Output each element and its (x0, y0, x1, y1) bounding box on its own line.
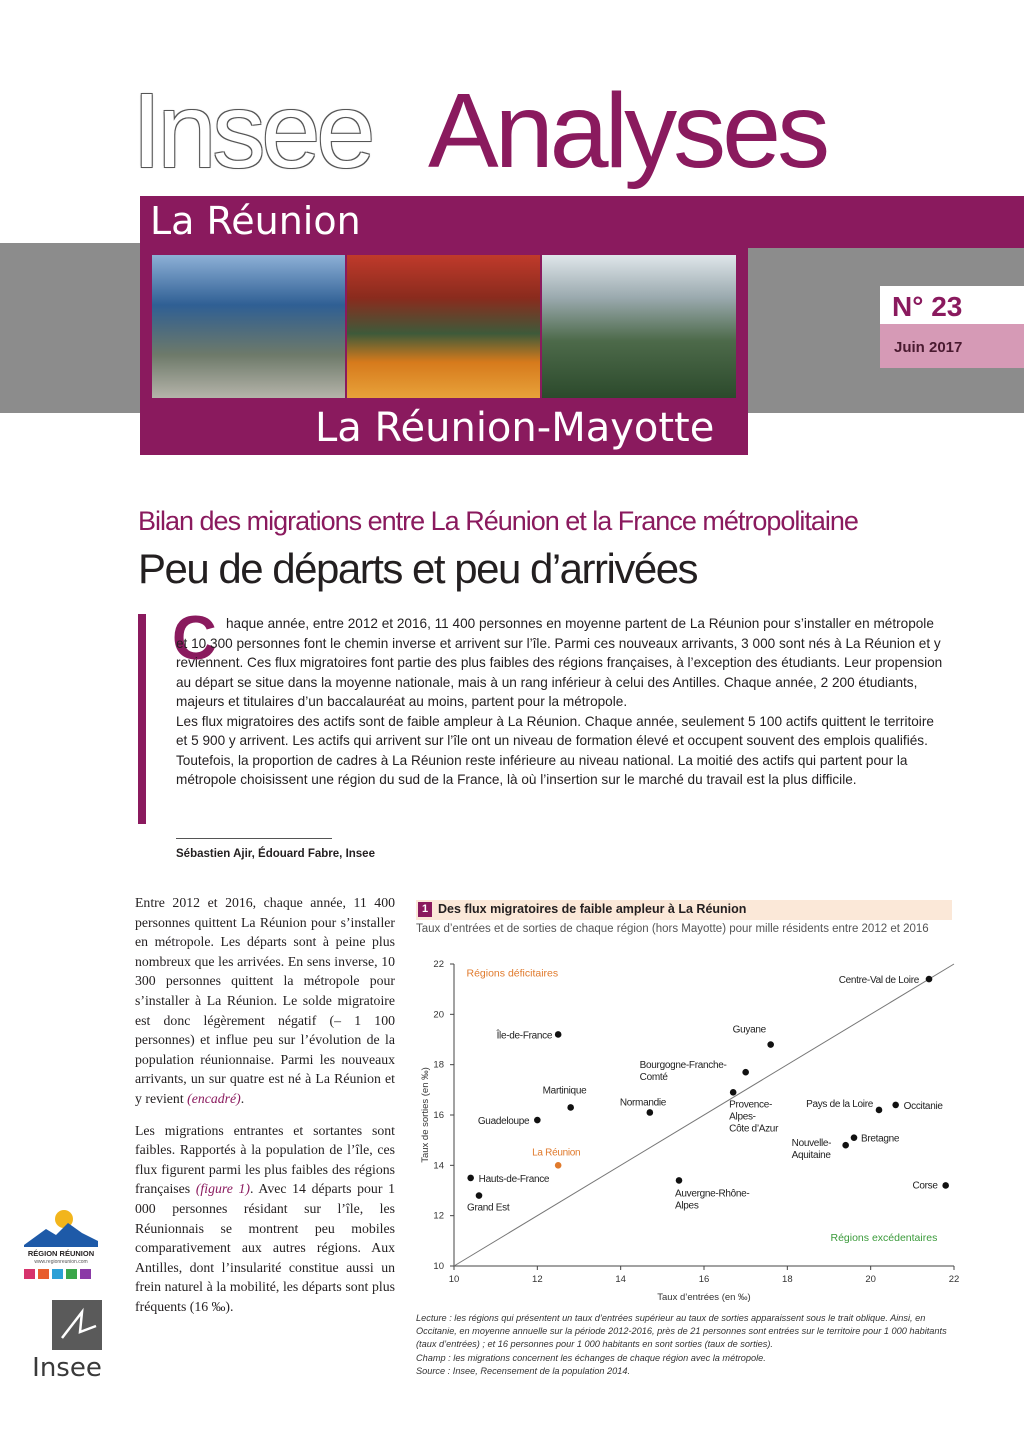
point-label: Auvergne-Rhône-Alpes (675, 1188, 750, 1212)
body-paragraph-2 (135, 1121, 395, 1317)
point (926, 976, 933, 983)
body-text: Les migrations entrantes et sortantes sont faibles. Rapportés à la population de l’île, ces flux figurent parmi les plus faibles des régions françaises (135, 1122, 395, 1197)
point (767, 1041, 774, 1048)
point-label: Nouvelle-Aquitaine (791, 1138, 832, 1162)
y-tick-label: 12 (433, 1210, 444, 1222)
figure-title: Des flux migratoires de faible ampleur à La Réunion (438, 902, 747, 916)
x-tick-label: 12 (532, 1274, 543, 1285)
chapeau (176, 614, 946, 790)
point (842, 1142, 849, 1149)
point-label: Hauts-de-France (478, 1173, 550, 1185)
point (892, 1102, 899, 1109)
point (555, 1162, 562, 1169)
point-label: Pays de la Loire (806, 1098, 873, 1110)
y-tick-label: 16 (433, 1110, 444, 1121)
x-tick-label: 20 (865, 1274, 876, 1285)
point-label: Martinique (542, 1085, 587, 1097)
point-label: Corse (912, 1180, 938, 1192)
zone-label-excess: Régions excédentaires (830, 1231, 938, 1244)
region-reunion-logo (22, 1205, 100, 1285)
y-tick-label: 22 (433, 959, 444, 970)
region-logo-text: RÉGION RÉUNION (27, 1249, 95, 1258)
point (851, 1134, 858, 1141)
photo-port (152, 255, 345, 398)
issue-date: Juin 2017 (894, 339, 963, 356)
x-tick-label: 16 (698, 1274, 710, 1285)
point-label: Île-de-France (496, 1030, 553, 1042)
insee-logo (22, 1298, 112, 1388)
y-tick-label: 20 (433, 1009, 444, 1021)
body-text: Entre 2012 et 2016, chaque année, 11 400 personnes quittent La Réunion pour s’installer en métropole. Les départs sont à peine plus nombreux que les arrivées. En sens inverse, 10 300 personnes quittent la métropole pour s’installer à La Réunion. Le solde migratoire est donc légèrement négatif (– 1 100 personnes) et influe peu sur l’évolution de la population réunionnaise. Parmi les nouveaux arrivants, un sur quatre est né à La Réunion et y revient (135, 895, 395, 1106)
figure-notes (416, 1312, 961, 1378)
point-label: Grand Est (467, 1202, 510, 1214)
photo-mountains (542, 255, 736, 398)
y-tick-label: 18 (433, 1059, 444, 1071)
point-label: Bourgogne-Franche-Comté (639, 1060, 727, 1084)
insee-logo-text: Insee (32, 1353, 102, 1383)
point (467, 1175, 474, 1182)
x-axis-label: Taux d’entrées (en ‰) (657, 1292, 751, 1303)
point (730, 1089, 737, 1096)
body-text: . Avec 14 départs pour 1 000 personnes résidant sur l’île, les Réunionnais se montrent peu mobiles comparativement aux autres régions. Aux Antilles, dont l’insularité constitue aussi un frein naturel à la mobilité, les départs sont plus fréquents (16 ‰). (135, 1181, 395, 1314)
region-full-name: La Réunion-Mayotte (315, 405, 715, 451)
diagonal-line (454, 964, 954, 1266)
body-column (135, 893, 395, 1328)
figure-subtitle: Taux d’entrées et de sorties de chaque région (hors Mayotte) pour mille résidents entre 2012 et 2016 (416, 923, 929, 935)
y-tick-label: 10 (433, 1261, 444, 1272)
scatter-chart (416, 952, 961, 1307)
x-tick-label: 18 (782, 1274, 793, 1285)
x-tick-label: 10 (448, 1274, 460, 1285)
figure-number: 1 (418, 902, 432, 917)
note-champ: Champ : les migrations concernent les échanges de chaque région avec la métropole. (416, 1352, 766, 1363)
point-label: Provence-Alpes-Côte d’Azur (729, 1099, 779, 1135)
body-paragraph-1: Entre 2012 et 2016, chaque année, 11 400 personnes quittent La Réunion pour s’installer en métropole. Les départs sont à peine plus nombreux que les arrivées. En sens inverse, 10 300 personnes quittent la métropole pour s’installer à La Réunion. Le solde migratoire est donc légèrement négatif (– 1 100 personnes) et influe peu sur l’évolution de la population réunionnaise. Parmi les nouveaux arrivants, un sur quatre est né à La Réunion et y revient (encadré). (135, 895, 395, 1106)
zone-label-deficit: Régions déficitaires (466, 967, 559, 980)
issue-number: N° 23 (892, 291, 963, 322)
article-subtitle: Bilan des migrations entre La Réunion et la France métropolitaine (138, 506, 858, 536)
note-lecture: Lecture : les régions qui présentent un taux d’entrées supérieur au taux de sorties apparaissent sous le trait oblique. Ainsi, en Occitanie, en moyenne annuelle sur la période 2012-2016, près de 21 personnes sont entrées sur le territoire pour 1 000 habitants (taux d’entrées) ; et 16 personnes pour 1 000 habitants en sont sorties (taux de sorties). (416, 1313, 947, 1350)
point-label: Centre-Val de Loire (838, 975, 919, 987)
ref-figure-1[interactable]: (figure 1) (195, 1181, 251, 1197)
ref-encadre[interactable]: (encadré) (187, 1090, 241, 1106)
point (555, 1031, 562, 1038)
note-source: Source : Insee, Recensement de la population 2014. (416, 1365, 631, 1376)
point (534, 1117, 541, 1124)
point-label: La Réunion (532, 1147, 581, 1159)
point-label: Guyane (732, 1024, 766, 1036)
point (567, 1104, 574, 1111)
authors: Sébastien Ajir, Édouard Fabre, Insee (176, 848, 375, 860)
point-label: Guadeloupe (477, 1116, 530, 1128)
point (742, 1069, 749, 1076)
chapeau-paragraph-1: haque année, entre 2012 et 2016, 11 400 personnes en moyenne partent de La Réunion pour s’installer en métropole et 10 300 personnes font le chemin inverse et arrivent sur l’île. Parmi ces nouveaux arrivants, 3 000 sont nés à La Réunion et y reviennent. Ces flux migratoires font partie des plus faibles des régions françaises, à l’exception des étudiants. Leur propension au départ se situe dans la moyenne nationale, mais à un rang inférieur à celui des Antilles. Chaque année, 2 200 étudiants, majeurs et titulaires d’un baccalauréat au moins, partent pour la métropole. (176, 616, 943, 709)
brand-insee: Insee (132, 72, 372, 190)
y-axis-label: Taux de sorties (en ‰) (420, 1067, 431, 1163)
point-label: Normandie (619, 1097, 667, 1109)
authors-divider (176, 838, 332, 839)
point-label: Occitanie (903, 1100, 943, 1112)
point (876, 1107, 883, 1114)
point (942, 1182, 949, 1189)
article-title: Peu de départs et peu d’arrivées (138, 545, 698, 592)
point-label: Bretagne (861, 1133, 900, 1145)
photo-market (347, 255, 540, 398)
point (647, 1109, 654, 1116)
brand-analyses: Analyses (428, 72, 827, 190)
x-tick-label: 14 (615, 1274, 626, 1285)
dropcap: C (172, 604, 217, 673)
chapeau-bar (138, 614, 146, 824)
y-tick-label: 14 (433, 1160, 444, 1172)
region-logo-url: www.regionreunion.com (34, 1259, 88, 1265)
point (476, 1192, 483, 1199)
region-label: La Réunion (150, 199, 361, 243)
x-tick-label: 22 (948, 1274, 960, 1285)
point (676, 1177, 683, 1184)
chapeau-paragraph-2: Les flux migratoires des actifs sont de faible ampleur à La Réunion. Chaque année, seulement 5 100 actifs quittent le territoire et 5 900 y arrivent. Les actifs qui arrivent sur l’île ont un niveau de formation élevé et occupent souvent des emplois qualifiés. Toutefois, la proportion de cadres à La Réunion reste inférieure au niveau national. La moitié des actifs qui partent pour la métropole choisissent une région du sud de la France, là où l’insertion sur le marché du travail est la plus difficile. (176, 713, 934, 787)
